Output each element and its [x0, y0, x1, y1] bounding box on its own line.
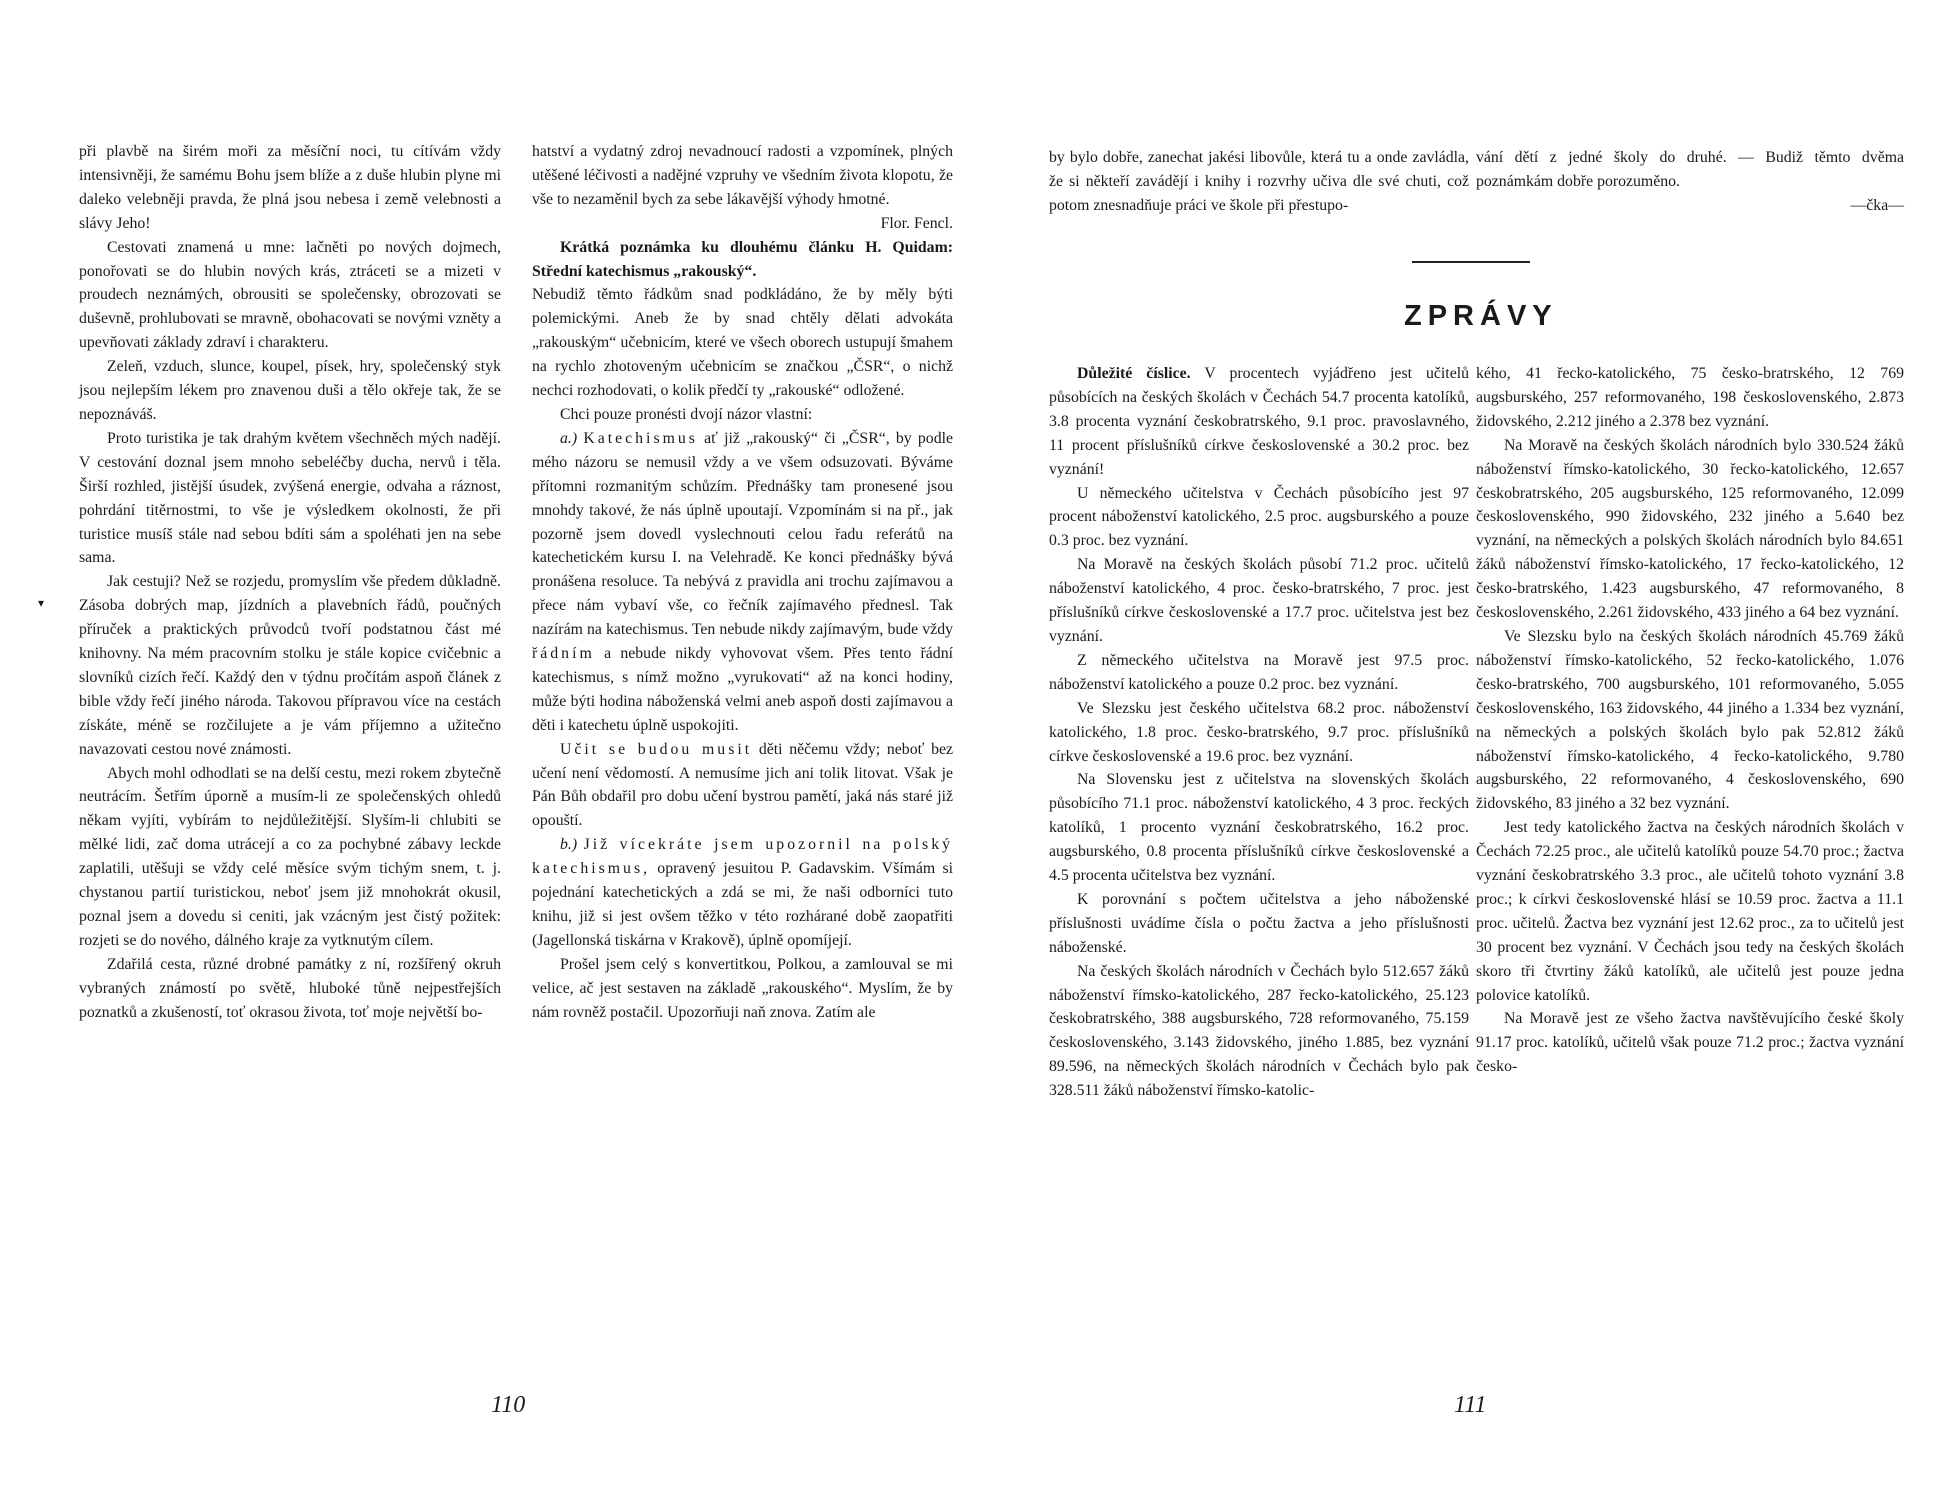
- right-page-column-2: [1476, 362, 1904, 1079]
- section-divider: [1412, 261, 1530, 263]
- paragraph: Na Moravě na českých školách národních bylo 330.524 žáků náboženství římsko-katolického, 30 řecko-katolického, 12.657 českobratrského, 205 augsburského, 125 reformovaného, 12.099 československého, 990 židovského, 232 jiného a 5.640 bez vyznání, na německých a polských školách národních bylo 84.651 žáků náboženství římsko-katolického, 17 řecko-katolického, 12 česko-bratrského, 1.423 augsburského, 47 reformovaného, 8 československého, 2.261 židovského, 433 jiného a 64 bez vyznání.: [1476, 436, 1904, 622]
- item-label-b: b.): [560, 836, 578, 854]
- paragraph: Zeleň, vzduch, slunce, koupel, písek, hry, společenský styk jsou nejlepším lékem pro znavenou duši a tělo okřeje tak, že se nepoznáváš.: [79, 358, 501, 423]
- page-number-left: 110: [491, 1392, 526, 1418]
- paragraph-text: ať již „rakouský“ či „ČSR“, by podle mého názoru se nemusil vždy a ve všem odsuzovati. Býváme přítomni rozmanitým schůzím. Přednášky tam pronesené jsou mnohdy takové, že nás úplně upoutají. Vzpomínám si na př., jak pozorně jsem dovedl vyslechnouti celou řadu referátů na katechetickém kursu I. na Velehradě. Ke konci přednášky bývá pronášena resoluce. Ta nebývá z pravidla ani trochu zajímavou a přece nám vybaví vše, co řečník zajímavého přednesl. Tak nazírám na katechismus. Ten nebude nikdy zajímavým, bude vždy: [532, 429, 954, 639]
- spaced-emphasis: Učit se budou musit: [560, 740, 753, 758]
- paragraph-text: a nebude nikdy vyhovovat všem. Přes tento řádní katechismus, s nímž možno „vyrukovati“ až na konci hodiny, může býti hodina náboženská velmi aneb aspoň dosti zajímavou a děti i katechetu úplně uspokojiti.: [532, 645, 953, 734]
- paragraph: Z německého učitelstva na Moravě jest 97.5 proc. náboženství katolického a pouze 0.2 proc. bez vyznání.: [1049, 651, 1469, 693]
- spaced-emphasis: řádním: [532, 645, 595, 663]
- paragraph: hatství a vydatný zdroj nevadnoucí radosti a vzpomínek, plných utěšené léčivosti a nadějné vzpruhy ve všedním života klopotu, že vše to nezaměnil bych za sebe lákavější výhody hmotné.: [532, 143, 953, 208]
- right-page-column-1-top: [1049, 146, 1469, 218]
- paragraph: [1049, 362, 1469, 482]
- paragraph: Chci pouze pronésti dvojí názor vlastní:: [560, 405, 813, 423]
- paragraph: Na Moravě jest ze všeho žactva navštěvujícího české školy 91.17 proc. katolíků, učitelů však pouze 71.2 proc.; žactva vyznání česko-: [1476, 1010, 1904, 1076]
- page-number-right: 111: [1454, 1392, 1487, 1418]
- paragraph: K porovnání s počtem učitelstva a jeho náboženské příslušnosti uvádíme čísla o počtu žactva a jeho příslušnosti náboženské.: [1049, 890, 1469, 956]
- left-page-column-2: [532, 140, 953, 1025]
- author-signature: Flor. Fencl.: [880, 214, 953, 232]
- paragraph: Abych mohl odhodlati se na delší cestu, mezi rokem zbytečně neutrácím. Šetřím úporně a musím-li ze společenských ohledů někam vyjíti, vybírám to nejdůležitější. Slyším-li chlubiti se mělké lidi, zač doma utrácejí a co za pochybné zábavy leckde zaplatili, utěšuji se vždy celé měsíce svým tichým snem, t. j. chystanou partií turistickou, neboť jsem již mnohokrát okusil, poznal jsem a dovedu si ceniti, jak vzácným jest čistý požitek: rozjeti se do nového, dálného kraje za vytknutým cílem.: [79, 764, 501, 949]
- right-page-column-2-top: [1476, 146, 1904, 218]
- paragraph: Jest tedy katolického žactva na českých národních školách v Čechách 72.25 proc., ale učitelů katolíků pouze 54.70 proc.; žactva vyznání českobratrského 3.3 proc., ale učitelů tohoto vyznání 3.8 proc.; k církvi československé hlásí se 10.59 proc. žactva a 11.1 proc. učitelů. Žactva bez vyznání jest 12.62 proc., za to učitelů jest 30 procent bez vyznání. V Čechách jsou tedy na českých školách skoro tři čtvrtiny žáků katolíků, ale učitelů jest pouze jedna polovice katolíků.: [1476, 819, 1904, 1004]
- paragraph: Ve Slezsku jest českého učitelstva 68.2 proc. náboženství katolického, 1.8 proc. česko-bratrského, 9.7 proc. příslušníků církve československé a 19.6 proc. bez vyznání.: [1049, 699, 1469, 765]
- paragraph: kého, 41 řecko-katolického, 75 česko-bratrského, 12 769 augsburského, 257 reformovaného, 198 československého, 2.873 židovského, 2.212 jiného a 2.378 bez vyznání.: [1476, 365, 1904, 430]
- paragraph: Ve Slezsku bylo na českých školách národních 45.769 žáků náboženství římsko-katolického, 52 řecko-katolického, 1.076 česko-bratrského, 700 augsburského, 101 reformovaného, 5.055 československého, 163 židovského, 44 jiného a 1.334 bez vyznání, na německých a polských školách bylo pak 52.812 žáků náboženství římsko-katolického, 4 řecko-katolického, 9.780 augsburského, 22 reformovaného, 4 československého, 690 židovského, 83 jiného a 32 bez vyznání.: [1476, 627, 1904, 813]
- paragraph: Zdařilá cesta, různé drobné památky z ní, rozšířený okruh vybraných známostí po světě, hluboké tůně nejpestřejších poznatků a zkušeností, toť okrasou života, toť moje největší bo-: [79, 955, 501, 1021]
- spaced-emphasis: Již vícekráte jsem upozornil na polský katechismus,: [532, 836, 954, 878]
- paragraph: U německého učitelstva v Čechách působícího jest 97 procent náboženství katolického, 2.5 proc. augsburského a pouze 0.3 proc. bez vyznání.: [1049, 484, 1469, 550]
- spaced-emphasis: Katechismus: [583, 429, 698, 447]
- paragraph-text: V procentech vyjádřeno jest učitelů působících na českých školách v Čechách 54.7 procenta katolíků, 3.8 procenta vyznání českobratrského, 9.1 proc. pravoslavného, 11 procent příslušníků církve československé a 30.2 proc. bez vyznání!: [1049, 365, 1469, 478]
- paragraph: Na Slovensku jest z učitelstva na slovenských školách působícího 71.1 proc. náboženství katolického, 4 3 proc. řeckých katolíků, 1 procento vyznání českobratrského, 16.2 proc. augsburského, 0.8 procenta příslušníků církve československé a 4.5 procenta učitelstva bez vyznání.: [1049, 771, 1469, 885]
- left-page-column-1: [79, 140, 501, 1025]
- margin-mark: ▾: [38, 596, 45, 610]
- paragraph-a: [532, 427, 953, 738]
- item-label-a: a.): [560, 429, 578, 447]
- paragraph: Na českých školách národních v Čechách bylo 512.657 žáků náboženství římsko-katolického, 287 řecko-katolického, 25.123 českobratrského, 388 augsburského, 728 reformovaného, 75.159 československého, 3.143 židovského, jiného 1.885, bez vyznání 89.596, na německých školách národních v Čechách bylo pak 328.511 žáků náboženství římsko-katolic-: [1049, 962, 1469, 1100]
- paragraph: Na Moravě na českých školách působí 71.2 proc. učitelů náboženství katolického, 4 proc. česko-bratrského, 7 proc. jest příslušníků církve československé a 17.7 proc. učitelstva jest bez vyznání.: [1049, 556, 1469, 645]
- paragraph: Prošel jsem celý s konvertitkou, Polkou, a zamlouval se mi velice, ač jest sestaven na základě „rakouského“. Myslím, že by nám rovněž postačil. Upozorňuji naň znova. Zatím ale: [532, 955, 953, 1021]
- right-page-column-1: [1049, 362, 1469, 1103]
- paragraph-text: opravený jesuitou P. Gadavskim. Všímám si pojednání katechetických a zdá se mi, že naši odborníci tuto knihu, již si jest ovšem těžko v této rozhárané době zaopatřiti (Jagellonská tiskárna v Krakově), úplně opomíjejí.: [532, 860, 953, 949]
- paragraph: by bylo dobře, zanechat jakési libovůle, která tu a onde zavládla, že si někteří zavádějí i knihy i rozvrhy učiva dle své chuti, což potom znesnadňuje práci ve škole při přestupo-: [1049, 149, 1469, 214]
- section-heading: ZPRÁVY: [1404, 300, 1558, 332]
- paragraph: Cestovati znamená u mne: lačněti po nových dojmech, ponořovati se do hlubin nových krás, ztráceti se a mizeti v proudech neznámých, obrousiti se společensky, obrozovati se duševně, prohlubovati se mravně, obohacovati se novými vzněty a upevňovati základy zdraví i charakteru.: [79, 238, 501, 352]
- paragraph: Jak cestuji? Než se rozjedu, promyslím vše předem důkladně. Zásoba dobrých map, jízdních a plavebních řádů, poučných příruček a praktických průvodců tvoří podstatnou část mé knihovny. Na mém pracovním stolku je stále kopice cvičebnic a slovníků cizích řečí. Každý den v týdnu pročítám aspoň článek z bible vždy řečí jiného národa. Takovou přípravou více na cestách získáte, méně se rozčilujete a je vám příjemno a užitečno navazovati cestou nové známosti.: [79, 573, 501, 758]
- paragraph-b: [532, 833, 953, 953]
- paragraph: [532, 738, 953, 834]
- paragraph: vání dětí z jedné školy do druhé. — Budiž těmto dvěma poznámkám dobře porozuměno.: [1476, 149, 1904, 190]
- paragraph: Proto turistika je tak drahým květem všechněch mých nadějí. V cestování doznal jsem mnoho sebeléčby ducha, nervů i těla. Širší rozhled, jistější úsudek, zvýšená energie, odvaha a ráznost, pohrdání titěrnostmi, to vše je výsledkem okolnosti, že při turistice musíš stále nad sebou bdíti sám a spoléhati jen na sebe sama.: [79, 429, 501, 567]
- paragraph: Nebudiž těmto řádkům snad podkládáno, že by měly býti polemickými. Aneb že by snad chtěly dělati advokáta „rakouským“ učebnicím, které ve všech oborech ustupují šmahem na rychlo zhotoveným učebnicím se značkou „ČSR“, o nichž nechci rozhodovati, o kolik předčí ty „rakouské“ odložené.: [532, 286, 953, 400]
- lead-heading: Důležité číslice.: [1077, 365, 1191, 382]
- paragraph: při plavbě na širém moři za měsíční noci, tu cítívám vždy intensivněji, že samému Bohu jsem blíže a z duše hlubin plyne mi daleko velebněji pravda, že plná jsou nebesa i země velebnosti a slávy Jeho!: [79, 143, 501, 232]
- paragraph-text: děti něčemu vždy; neboť bez učení není vědomostí. A nemusíme jich ani tolik litovat. Však je Pán Bůh obdařil pro dobu učení bystrou pamětí, jaká nás staré již opouští.: [532, 740, 953, 830]
- article-heading: Krátká poznámka ku dlouhému článku H. Quidam: Střední katechismus „rakouský“.: [532, 238, 953, 280]
- author-signature: —čka—: [1850, 196, 1904, 214]
